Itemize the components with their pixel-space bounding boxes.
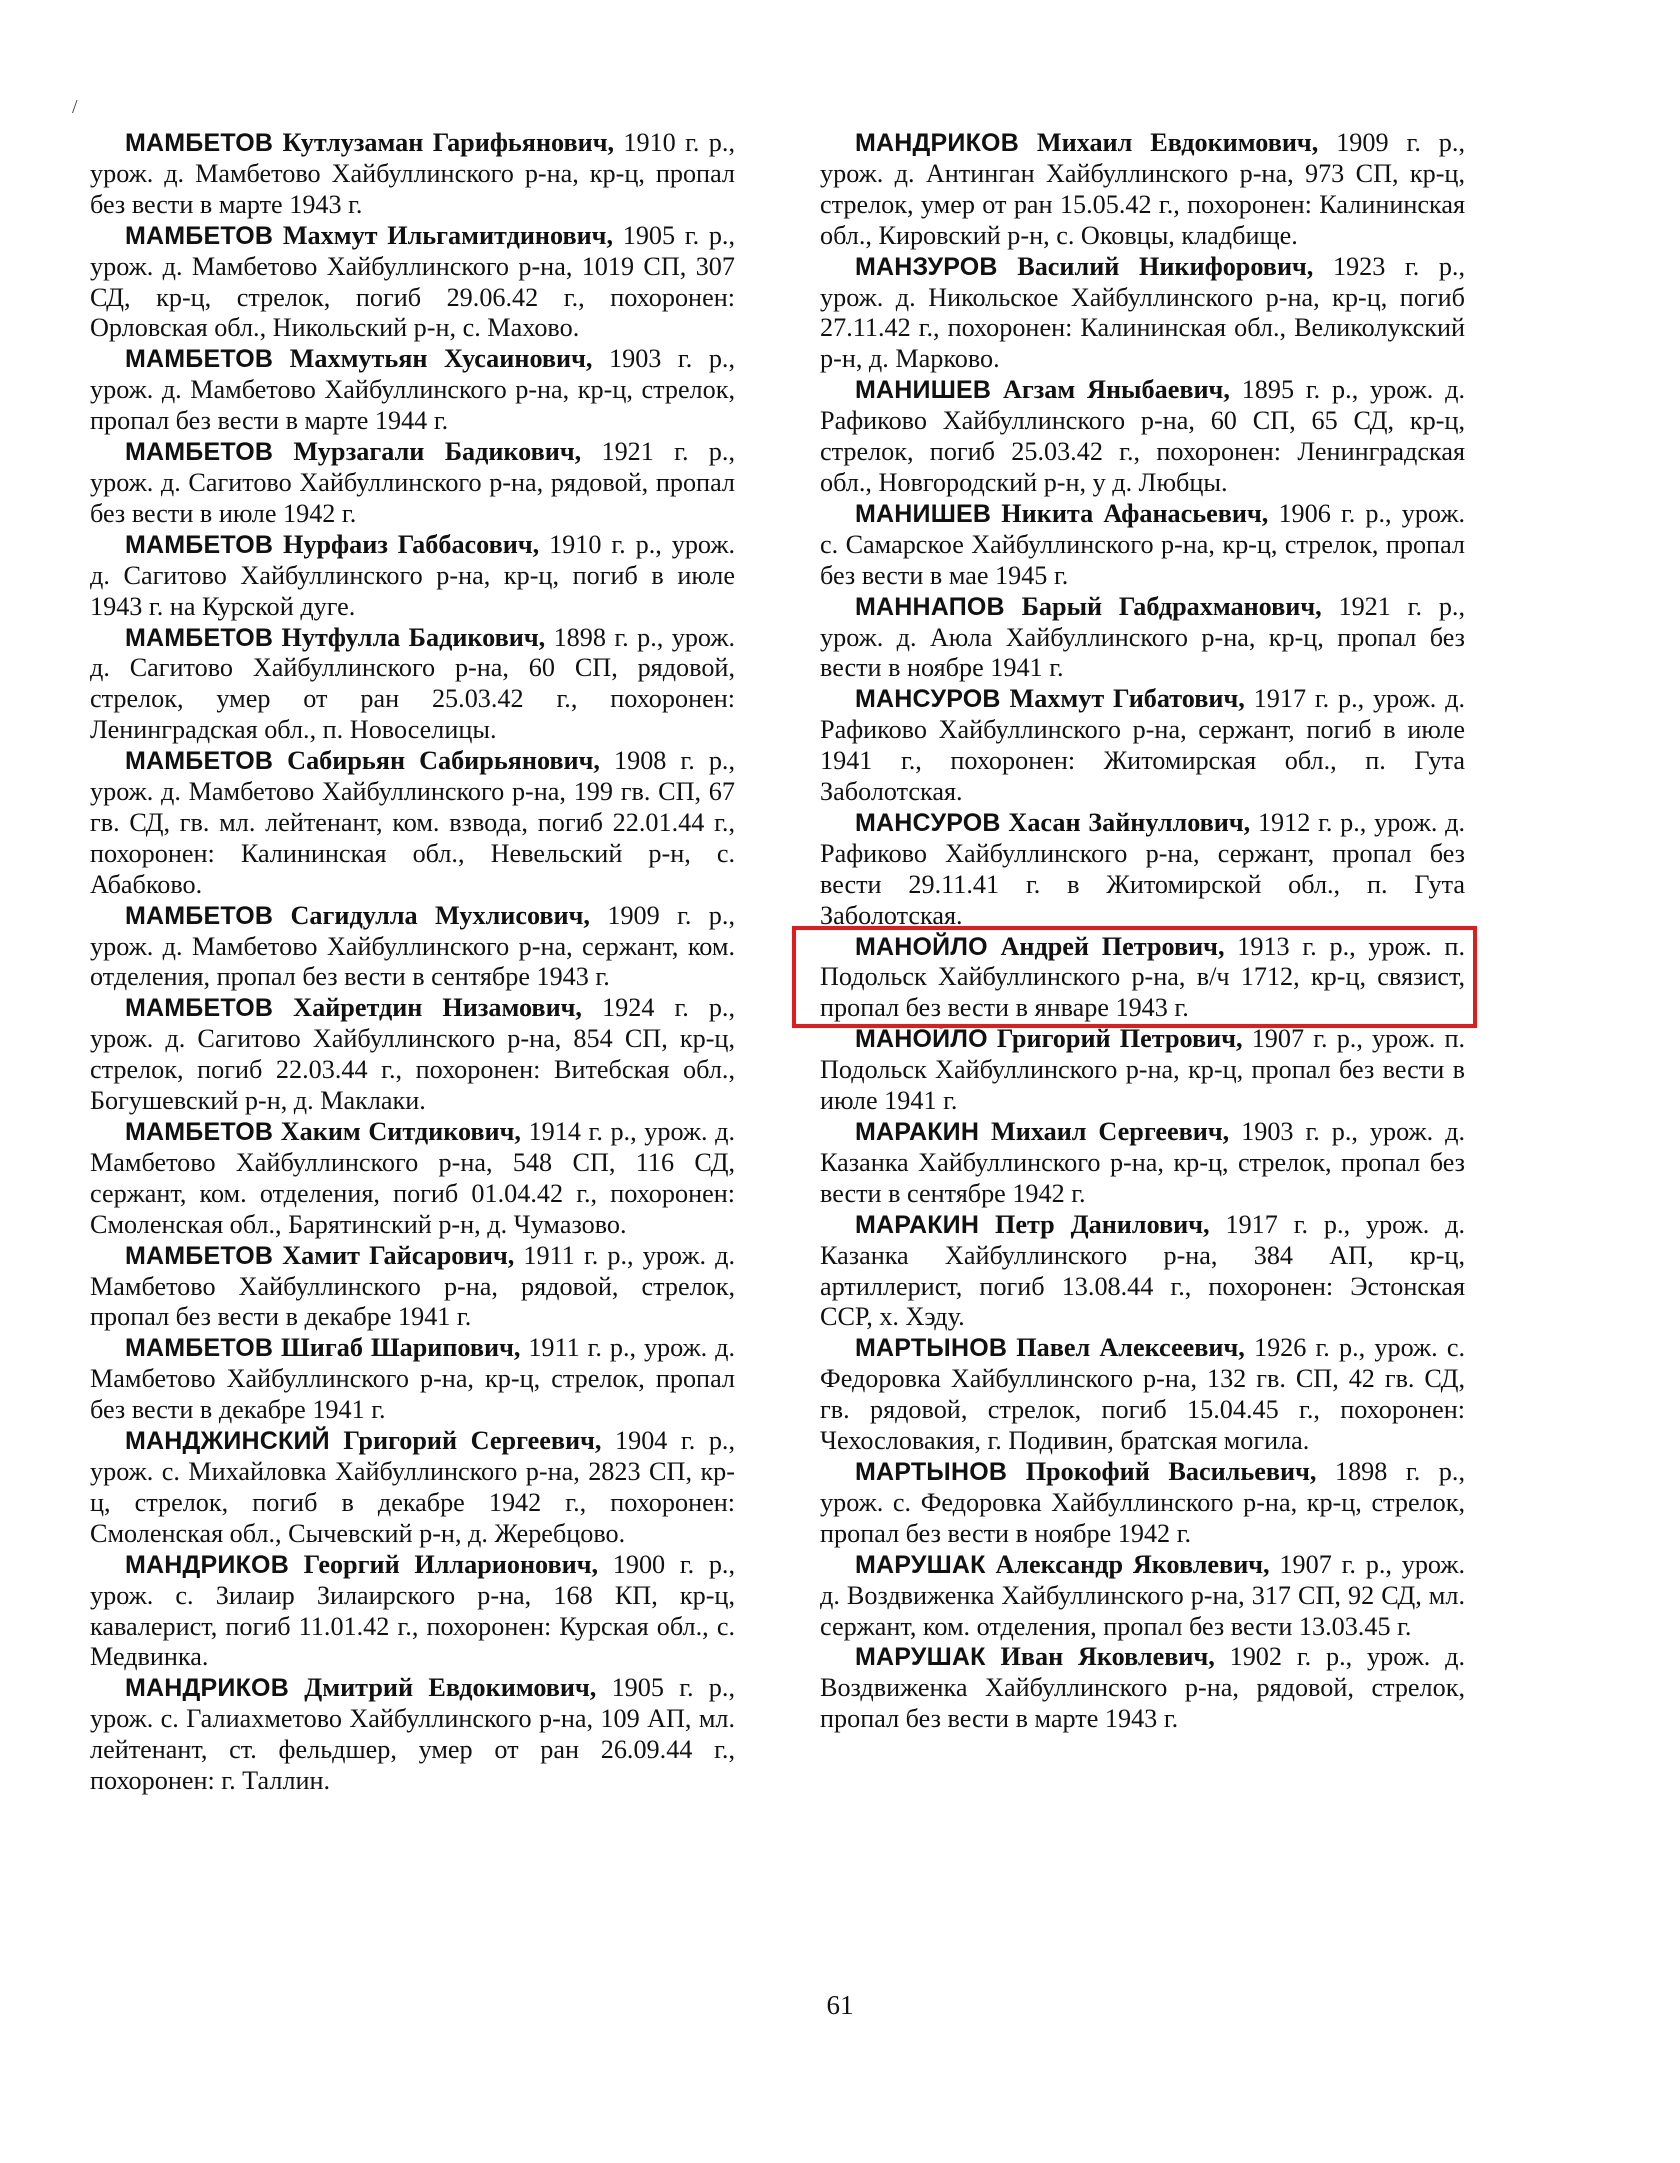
entry: МАНСУРОВ Махмут Гибатович, 1917 г. р., урож. д. Рафиково Хайбуллинского р-на, сержант, погиб в июле 1941 г., похоронен: Житомирская обл., п. Гута Заболотская. <box>820 684 1466 807</box>
entry: МАМБЕТОВ Сагидулла Мухлисович, 1909 г. р., урож. д. Мамбетово Хайбуллинского р-на, сержант, ком. отделения, пропал без вести в сентябре 1943 г. <box>90 900 735 992</box>
entry: МАМБЕТОВ Шигаб Шарипович, 1911 г. р., урож. д. Мамбетово Хайбуллинского р-на, кр-ц, стрелок, пропал без вести в декабре 1941 г. <box>90 1333 735 1425</box>
entry: МАМБЕТОВ Хаким Ситдикович, 1914 г. р., урож. д. Мамбетово Хайбуллинского р-на, 548 СП, 116 СД, сержант, ком. отделения, погиб 01.04.42 г., похоронен: Смоленская обл., Барятинский р-н, д. Чумазово. <box>90 1117 736 1239</box>
entry: МАМБЕТОВ Хайретдин Низамович, 1924 г. р., урож. д. Сагитово Хайбуллинского р-на, 854 СП, кр-ц, стрелок, погиб 22.03.44 г., похоронен: Витебская обл., Богушевский р-н, д. Маклаки. <box>90 993 736 1116</box>
entry: МАРАКИН Петр Данилович, 1917 г. р., урож. д. Казанка Хайбуллинского р-на, 384 АП, кр-ц, артиллерист, погиб 13.08.44 г., похоронен: Эстонская ССР, х. Хэду. <box>820 1209 1466 1332</box>
entry: МАМБЕТОВ Мурзагали Бадикович, 1921 г. р., урож. д. Сагитово Хайбуллинского р-на, рядовой, пропал без вести в июле 1942 г. <box>90 437 735 528</box>
entry: МАРУШАК Александр Яковлевич, 1907 г. р., урож. д. Воздвиженка Хайбуллинского р-на, 317 СП, 92 СД, мл. сержант, ком. отделения, пропал без вести 13.03.45 г. <box>820 1549 1466 1641</box>
entry: МАМБЕТОВ Сабирьян Сабирьянович, 1908 г. р., урож. д. Мамбетово Хайбуллинского р-на, 199 гв. СП, 67 гв. СД, гв. мл. лейтенант, ком. взвода, погиб 22.01.44 г., похоронен: Калининская обл., Невельский р-н, с. Абабково. <box>90 746 736 899</box>
entry: МАРТЫНОВ Павел Алексеевич, 1926 г. р., урож. с. Федоровка Хайбуллинского р-на, 132 гв. СП, 42 гв. СД, гв. рядовой, стрелок, погиб 15.04.45 г., похоронен: Чехословакия, г. Подивин, братская могила. <box>820 1333 1465 1456</box>
entry: МАМБЕТОВ Нурфаиз Габбасович, 1910 г. р., урож. д. Сагитово Хайбуллинского р-на, кр-ц, погиб в июле 1943 г. на Курской дуге. <box>90 529 736 621</box>
entry: МАНДРИКОВ Дмитрий Евдокимович, 1905 г. р., урож. с. Галиахметово Хайбуллинского р-на, 109 АП, мл. лейтенант, ст. фельдшер, умер от ран 26.09.44 г., похоронен: г. Таллин. <box>90 1673 735 1796</box>
entry: МАНДРИКОВ Георгий Илларионович, 1900 г. р., урож. с. Зилаир Зилаирского р-на, 168 КП, кр-ц, кавалерист, погиб 11.01.42 г., похоронен: Курская обл., с. Медвинка. <box>90 1549 736 1672</box>
entry: МАНДЖИНСКИЙ Григорий Сергеевич, 1904 г. р., урож. с. Михайловка Хайбуллинского р-на, 2823 СП, кр-ц, стрелок, погиб в декабре 1942 г., похоронен: Смоленская обл., Сычевский р-н, д. Жеребцово. <box>90 1426 736 1548</box>
entry: МАМБЕТОВ Хамит Гайсарович, 1911 г. р., урож. д. Мамбетово Хайбуллинского р-на, рядовой, стрелок, пропал без вести в декабре 1941 г. <box>90 1240 735 1332</box>
entry: МАНИШЕВ Никита Афанасьевич, 1906 г. р., урож. с. Самарское Хайбуллинского р-на, кр-ц, стрелок, пропал без вести в мае 1945 г. <box>820 498 1466 590</box>
highlight-box <box>792 926 1477 1029</box>
entry: МАНИШЕВ Агзам Яныбаевич, 1895 г. р., урож. д. Рафиково Хайбуллинского р-на, 60 СП, 65 СД, кр-ц, стрелок, погиб 25.03.42 г., похоронен: Ленинградская обл., Новгородский р-н, у д. Любцы. <box>820 375 1466 497</box>
entry: МАНЗУРОВ Василий Никифорович, 1923 г. р., урож. д. Никольское Хайбуллинского р-на, кр-ц, погиб 27.11.42 г., похоронен: Калининская обл., Великолукский р-н, д. Марково. <box>820 251 1466 374</box>
entry: МАМБЕТОВ Кутлузаман Гарифьянович, 1910 г. р., урож. д. Мамбетово Хайбуллинского р-на, кр-ц, пропал без вести в марте 1943 г. <box>90 128 735 219</box>
entry: МАНДРИКОВ Михаил Евдокимович, 1909 г. р., урож. д. Антинган Хайбуллинского р-на, 973 СП, кр-ц, стрелок, умер от ран 15.05.42 г., похоронен: Калининская обл., Кировский р-н, с. Оковцы, кладбище. <box>820 128 1465 250</box>
entry: МАНОЙЛО Григорий Петрович, 1907 г. р., урож. п. Подольск Хайбуллинского р-на, кр-ц, пропал без вести в июле 1941 г. <box>820 1024 1466 1116</box>
page-number: 61 <box>826 1990 854 2020</box>
entry: МАРТЫНОВ Прокофий Васильевич, 1898 г. р., урож. с. Федоровка Хайбуллинского р-на, кр-ц, стрелок, пропал без вести в ноябре 1942 г. <box>820 1456 1465 1548</box>
entry: МАННАПОВ Барый Габдрахманович, 1921 г. р., урож. д. Аюла Хайбуллинского р-на, кр-ц, пропал без вести в ноябре 1941 г. <box>820 591 1466 683</box>
entry: МАМБЕТОВ Нутфулла Бадикович, 1898 г. р., урож. д. Сагитово Хайбуллинского р-на, 60 СП, рядовой, стрелок, умер от ран 25.03.42 г., похоронен: Ленинградская обл., п. Новоселицы. <box>90 622 735 745</box>
entry: МАМБЕТОВ Махмутьян Хусаинович, 1903 г. р., урож. д. Мамбетово Хайбуллинского р-на, кр-ц, стрелок, пропал без вести в марте 1944 г. <box>90 344 736 436</box>
entry: МАРУШАК Иван Яковлевич, 1902 г. р., урож. д. Воздвиженка Хайбуллинского р-на, рядовой, стрелок, пропал без вести в марте 1943 г. <box>820 1642 1466 1734</box>
left-column <box>90 128 735 1797</box>
entry: МАМБЕТОВ Махмут Ильгамитдинович, 1905 г. р., урож. д. Мамбетово Хайбуллинского р-на, 1019 СП, 307 СД, кр-ц, стрелок, погиб 29.06.42 г., похоронен: Орловская обл., Никольский р-н, с. Махово. <box>90 220 736 343</box>
scan-mark: / <box>72 96 78 118</box>
entry-highlighted: МАНОЙЛО Андрей Петрович, 1913 г. р., урож. п. Подольск Хайбуллинского р-на, в/ч 1712, кр-ц, связист, пропал без вести в январе 1943 г. <box>820 931 1465 1023</box>
entry: МАРАКИН Михаил Сергеевич, 1903 г. р., урож. д. Казанка Хайбуллинского р-на, кр-ц, стрелок, пропал без вести в сентябре 1942 г. <box>820 1117 1465 1208</box>
entry: МАНСУРОВ Хасан Зайнуллович, 1912 г. р., урож. д. Рафиково Хайбуллинского р-на, сержант, пропал без вести 29.11.41 г. в Житомирской обл., п. Гута Заболотская. <box>820 807 1465 930</box>
